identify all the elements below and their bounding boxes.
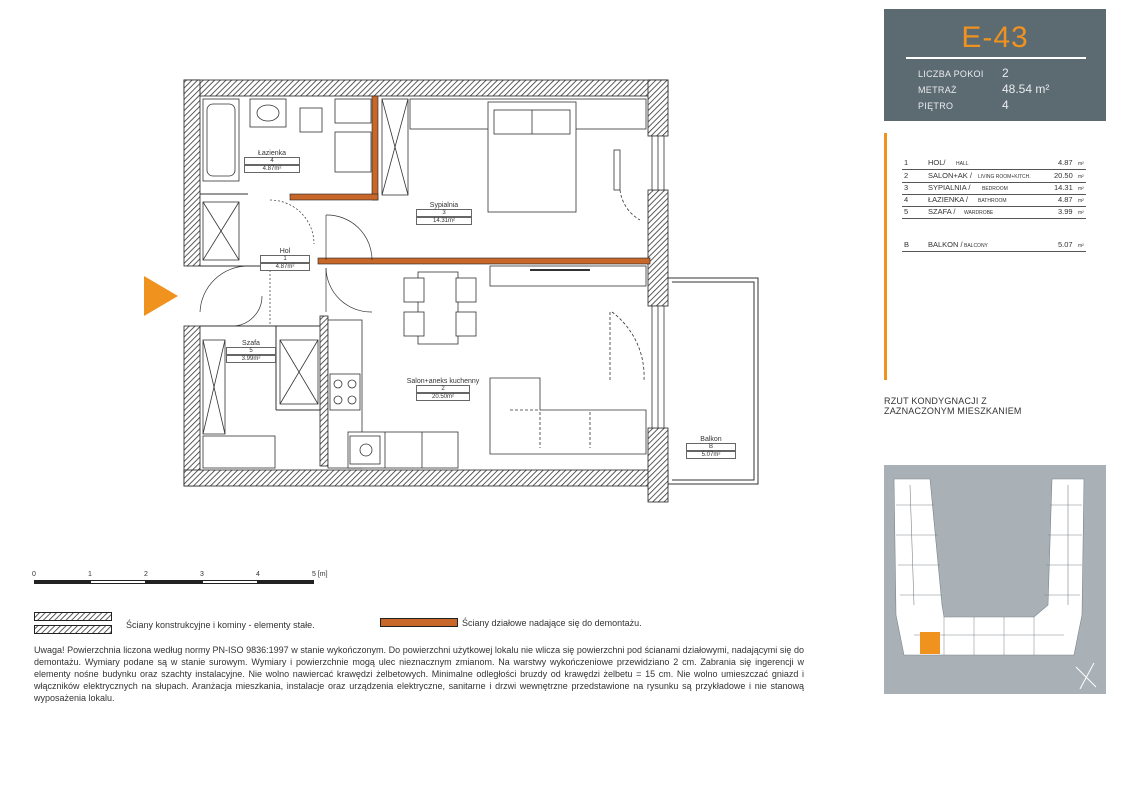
minimap-unit-highlight: [920, 632, 940, 654]
label-bathroom-area: 4.87m²: [244, 165, 300, 173]
label-wardrobe: Szafa 5 3.99m²: [226, 340, 276, 363]
area-value: 48.54 m²: [1002, 82, 1050, 96]
floor-label: PIĘTRO: [918, 101, 954, 111]
room-row: 2 SALON+AK / LIVING ROOM+KITCH. 20.50 m²: [902, 170, 1086, 183]
header-divider: [906, 57, 1086, 59]
room-row: 4 ŁAZIENKA / BATHROOM 4.87 m²: [902, 194, 1086, 207]
label-bedroom: Sypialnia 3 14.31m²: [416, 202, 472, 225]
unit-code: E-43: [961, 21, 1029, 54]
label-living: Salon+aneks kuchenny 2 20.50m²: [406, 378, 480, 400]
label-bedroom-no: 3: [416, 209, 472, 217]
scale-tick: 0: [32, 571, 36, 578]
label-balcony-no: B: [686, 443, 736, 451]
label-living-area: 20.50m²: [416, 393, 470, 401]
label-hall-area: 4.87m²: [260, 263, 310, 271]
label-balcony-area: 5.07m²: [686, 451, 736, 459]
label-balcony: Balkon B 5.07m²: [686, 436, 736, 459]
label-bathroom-no: 4: [244, 157, 300, 165]
room-row: 5 SZAFA / WARDROBE 3.99 m²: [902, 206, 1086, 219]
label-wardrobe-no: 5: [226, 347, 276, 355]
legend-structural-swatch: [34, 612, 112, 636]
label-wardrobe-area: 3.99m²: [226, 355, 276, 363]
label-living-no: 2: [416, 385, 470, 393]
label-hall: Hol 1 4.87m²: [260, 248, 310, 271]
rooms-count-value: 2: [1002, 66, 1009, 80]
legend-removable-swatch: [380, 618, 458, 627]
minimap-north-icon: [1076, 663, 1096, 689]
scale-bar: [34, 580, 324, 586]
balcony-row: B BALKON / BALCONY 5.07 m²: [902, 239, 1086, 252]
label-hall-no: 1: [260, 255, 310, 263]
scale-tick: 5 [m]: [312, 571, 328, 578]
legend-removable-text: Ściany działowe nadające się do demontażu.: [462, 618, 642, 628]
floor-value: 4: [1002, 98, 1009, 112]
label-bedroom-area: 14.31m²: [416, 217, 472, 225]
scale-tick: 1: [88, 571, 92, 578]
floor-minimap: [884, 465, 1106, 694]
accent-bar: [884, 133, 887, 380]
room-row: 1 HOL/ HALL 4.87 m²: [902, 157, 1086, 170]
unit-header: [884, 9, 1106, 121]
entrance-arrow-icon: [144, 276, 180, 316]
scale-tick: 4: [256, 571, 260, 578]
label-bathroom: Łazienka 4 4.87m²: [244, 150, 300, 173]
scale-tick: 3: [200, 571, 204, 578]
disclaimer-text: Uwaga! Powierzchnia liczona według normy PN-ISO 9836:1997 w stanie wykończonym. Do powierzchni użytkowej lokalu nie wlicza się powierzchni pod ścianami działowymi, nadającymi się do demontażu. Wymiary podane są w stanie surowym. Wymiary i powierzchnie mogą ulec nieznacznym zmianom. Na warstwy wykończeniowe przewidziano 2 cm. Zabrania się ingerencji w elementy nośne budynku oraz szachty instalacyjne. Nie wolno nawiercać krawędzi żelbetowych. Minimalne odległości bruzdy od krawędzi żelbetu = 15 cm. Nie wolno umieszczać gniazd i włączników elektrycznych na słupach. Aranżacja mieszkania, instalacje oraz urządzenia elektryczne, sanitarne i drzwi wewnętrzne przedstawione na rysunku są przykładowe i nie stanową wyposażenia lokalu.: [34, 645, 804, 703]
area-label: METRAŻ: [918, 85, 957, 95]
minimap-drawing: [884, 465, 1106, 694]
scale-tick: 2: [144, 571, 148, 578]
rooms-count-label: LICZBA POKOI: [918, 69, 984, 79]
legend-structural-text: Ściany konstrukcyjne i kominy - elementy stałe.: [126, 620, 315, 630]
room-row: 3 SYPIALNIA / BEDROOM 14.31 m²: [902, 182, 1086, 195]
floor-note: RZUT KONDYGNACJI Z ZAZNACZONYM MIESZKANIEM: [884, 396, 1022, 416]
